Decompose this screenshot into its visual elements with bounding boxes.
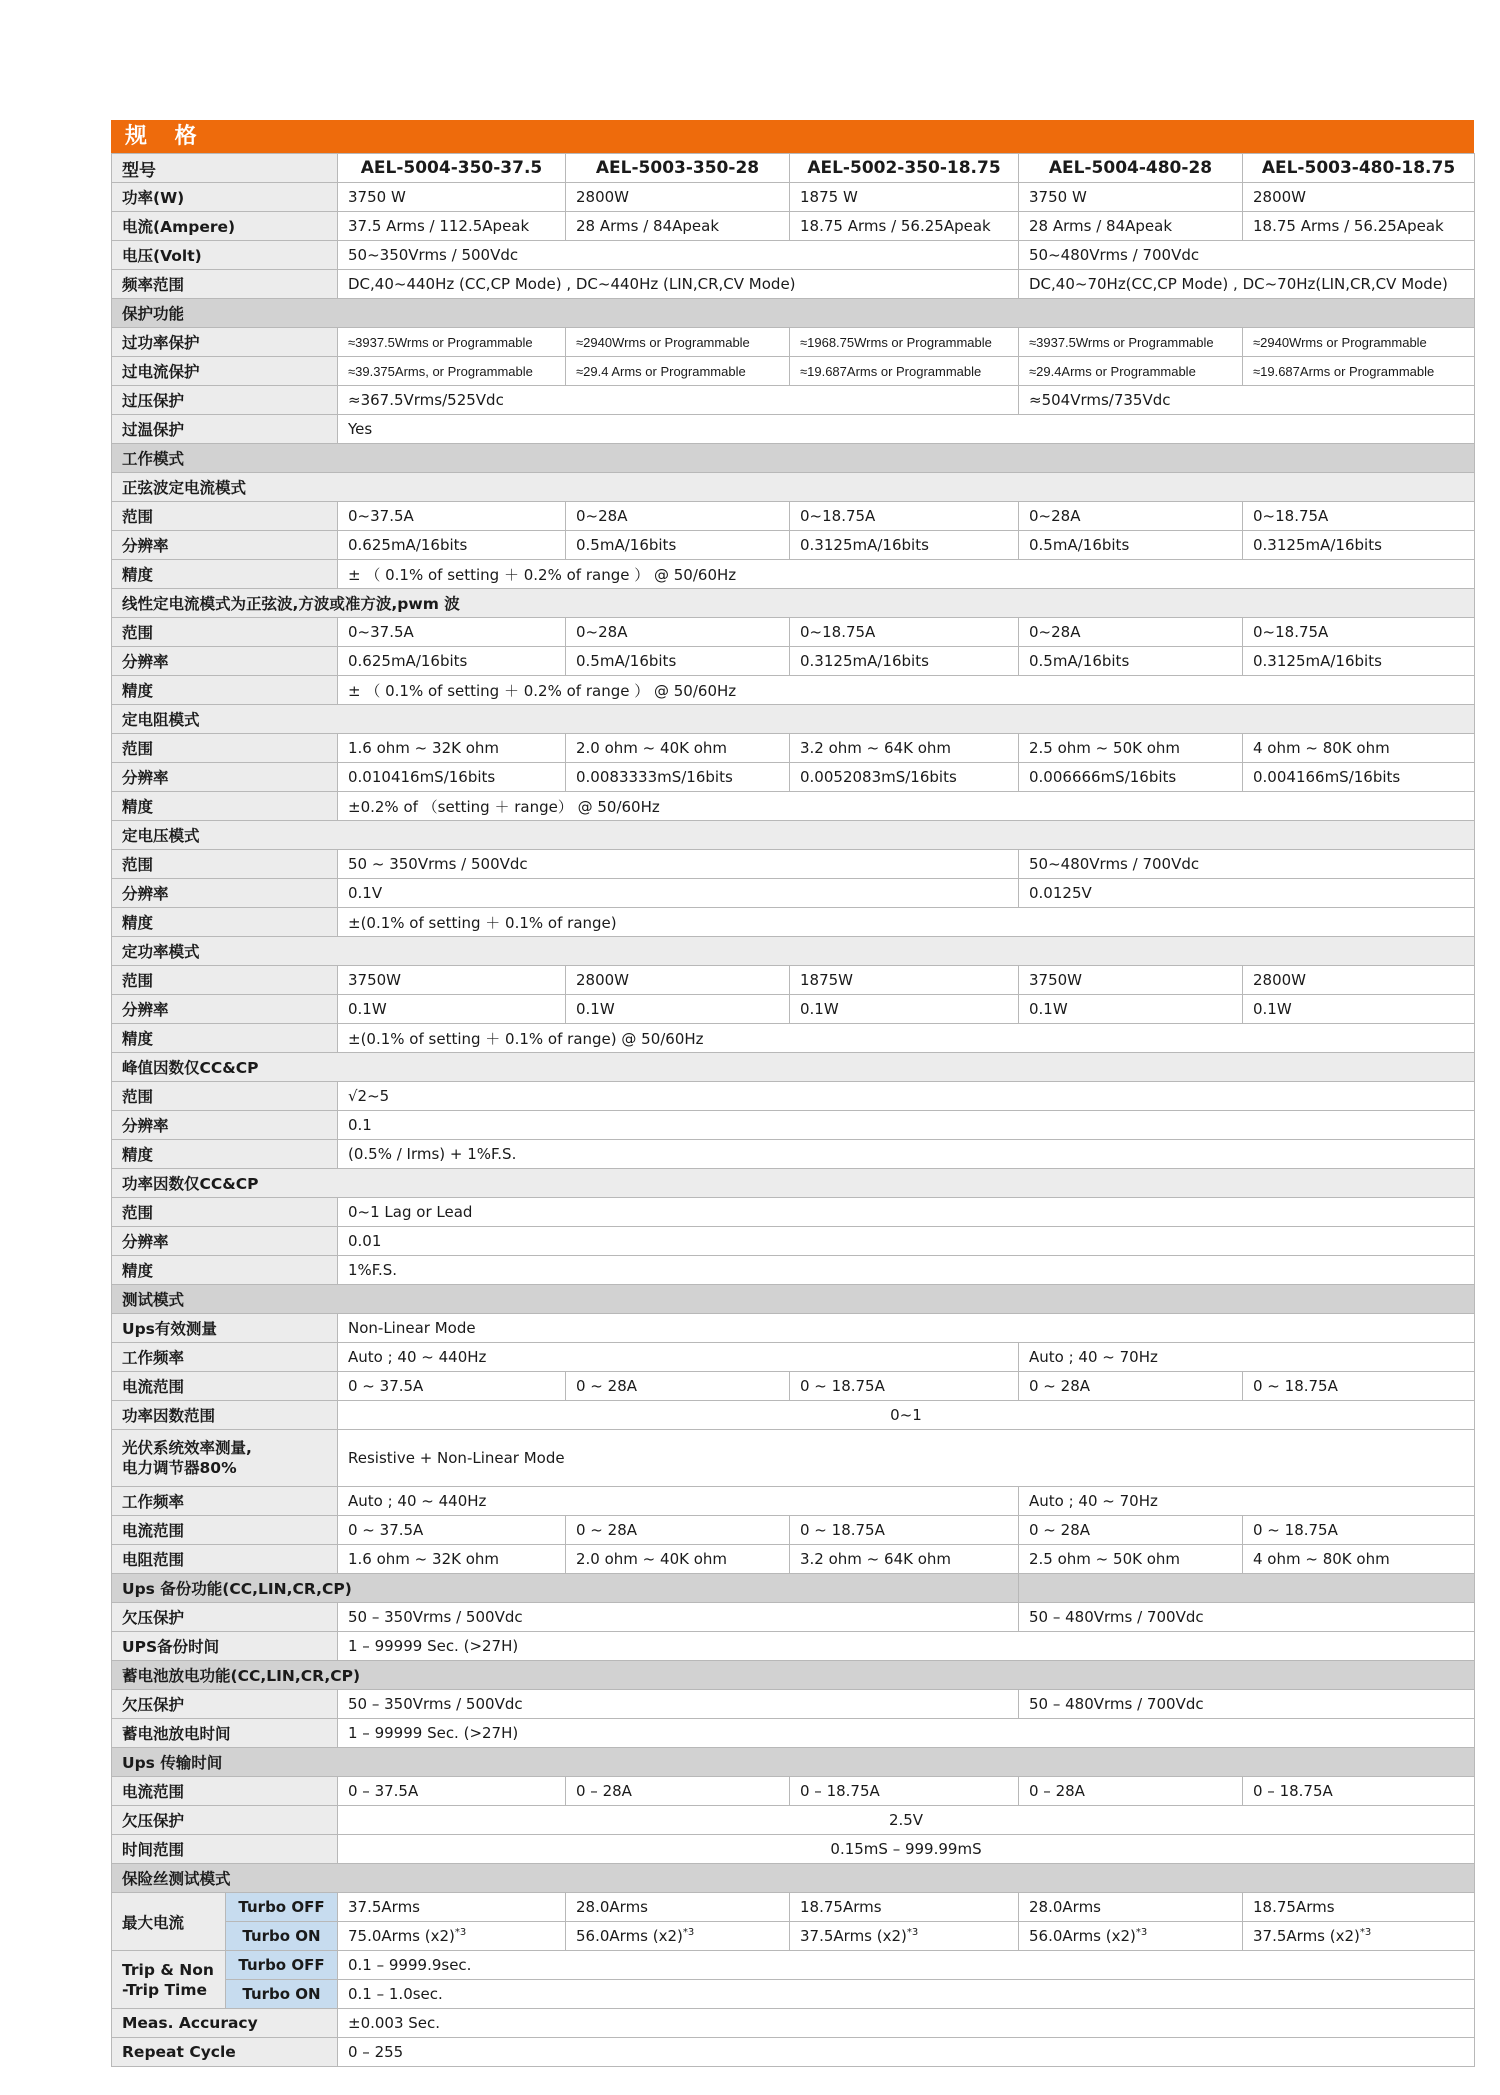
table-row bbox=[112, 618, 1475, 647]
cell: Auto ; 40 ~ 70Hz bbox=[1019, 1487, 1475, 1516]
cell: ≈3937.5Wrms or Programmable bbox=[338, 328, 566, 357]
table-row bbox=[112, 908, 1475, 937]
cell: 0.5mA/16bits bbox=[566, 531, 790, 560]
cell: 0 ~ 28A bbox=[566, 1372, 790, 1401]
subsection-title: 定功率模式 bbox=[112, 937, 1475, 966]
row-label: 欠压保护 bbox=[112, 1806, 338, 1835]
cell: 0 – 18.75A bbox=[1243, 1777, 1475, 1806]
turbo-off-label: Turbo OFF bbox=[226, 1951, 338, 1980]
cell: 3750 W bbox=[1019, 183, 1243, 212]
cell: 0.1W bbox=[1243, 995, 1475, 1024]
subsection-title: 功率因数仅CC&CP bbox=[112, 1169, 1475, 1198]
spec-sheet bbox=[111, 120, 1474, 2067]
cell: 0 – 28A bbox=[566, 1777, 790, 1806]
row-label-line: Trip & Non bbox=[122, 1960, 214, 1979]
cell bbox=[566, 1922, 790, 1951]
cell: Auto ; 40 ~ 70Hz bbox=[1019, 1343, 1475, 1372]
table-row bbox=[112, 937, 1475, 966]
cell: 0~37.5A bbox=[338, 618, 566, 647]
cell: 0.1 bbox=[338, 1111, 1475, 1140]
cell: 50 – 480Vrms / 700Vdc bbox=[1019, 1690, 1475, 1719]
fuse-table bbox=[111, 1892, 1475, 2067]
cell: ≈3937.5Wrms or Programmable bbox=[1019, 328, 1243, 357]
table-row bbox=[112, 154, 1475, 183]
table-row bbox=[112, 995, 1475, 1024]
table-row bbox=[112, 647, 1475, 676]
cell: 2800W bbox=[1243, 966, 1475, 995]
table-row bbox=[112, 676, 1475, 705]
cell: 0~28A bbox=[1019, 618, 1243, 647]
table-row bbox=[112, 1198, 1475, 1227]
cell: 0~18.75A bbox=[1243, 618, 1475, 647]
row-label: 范围 bbox=[112, 734, 338, 763]
row-label bbox=[112, 1430, 338, 1487]
table-row bbox=[112, 1024, 1475, 1053]
row-label: 分辨率 bbox=[112, 1111, 338, 1140]
cell: ≈1968.75Wrms or Programmable bbox=[790, 328, 1019, 357]
table-row bbox=[112, 1256, 1475, 1285]
row-label: 分辨率 bbox=[112, 995, 338, 1024]
table-row bbox=[112, 531, 1475, 560]
cell: 0.3125mA/16bits bbox=[1243, 647, 1475, 676]
subsection-title: 正弦波定电流模式 bbox=[112, 473, 1475, 502]
turbo-off-label: Turbo OFF bbox=[226, 1893, 338, 1922]
cell: 0.004166mS/16bits bbox=[1243, 763, 1475, 792]
cell: 0.625mA/16bits bbox=[338, 531, 566, 560]
section-header bbox=[112, 1748, 1475, 1777]
table-row bbox=[112, 1980, 1475, 2009]
section-title: 蓄电池放电功能(CC,LIN,CR,CP) bbox=[112, 1661, 1475, 1690]
cell: 0~28A bbox=[1019, 502, 1243, 531]
table-row bbox=[112, 212, 1475, 241]
cell: 0~37.5A bbox=[338, 502, 566, 531]
cell: 1.6 ohm ~ 32K ohm bbox=[338, 1545, 566, 1574]
cell: ±(0.1% of setting ＋ 0.1% of range) bbox=[338, 908, 1475, 937]
row-label: 过压保护 bbox=[112, 386, 338, 415]
row-label: 范围 bbox=[112, 618, 338, 647]
row-label: 电压(Volt) bbox=[112, 241, 338, 270]
row-label: 过功率保护 bbox=[112, 328, 338, 357]
cell: 18.75Arms bbox=[790, 1893, 1019, 1922]
cell: 0.1W bbox=[790, 995, 1019, 1024]
table-row bbox=[112, 1835, 1475, 1864]
section-header bbox=[112, 1285, 1475, 1314]
table-row bbox=[112, 386, 1475, 415]
cell-value: 75.0Arms (x2) bbox=[348, 1927, 455, 1945]
table-row bbox=[112, 821, 1475, 850]
cell: 0 ~ 28A bbox=[1019, 1372, 1243, 1401]
cell: 28.0Arms bbox=[1019, 1893, 1243, 1922]
cell: 28 Arms / 84Apeak bbox=[566, 212, 790, 241]
table-row bbox=[112, 1893, 1475, 1922]
cell: DC,40~70Hz(CC,CP Mode) , DC~70Hz(LIN,CR,CV Mode) bbox=[1019, 270, 1475, 299]
cell: 0~18.75A bbox=[790, 502, 1019, 531]
cell: √2~5 bbox=[338, 1082, 1475, 1111]
cell: 0~1 Lag or Lead bbox=[338, 1198, 1475, 1227]
cell: 1%F.S. bbox=[338, 1256, 1475, 1285]
cell: 0.625mA/16bits bbox=[338, 647, 566, 676]
row-label: 精度 bbox=[112, 792, 338, 821]
cell: (0.5% / Irms) + 1%F.S. bbox=[338, 1140, 1475, 1169]
row-label: 精度 bbox=[112, 1256, 338, 1285]
table-row bbox=[112, 1343, 1475, 1372]
table-row bbox=[112, 1372, 1475, 1401]
cell: 0~28A bbox=[566, 502, 790, 531]
table-row bbox=[112, 1922, 1475, 1951]
row-label-line: -Trip Time bbox=[122, 1980, 208, 1999]
cell-value: 37.5Arms (x2) bbox=[1253, 1927, 1360, 1945]
cell-value: 56.0Arms (x2) bbox=[576, 1927, 683, 1945]
cell: 0.1W bbox=[338, 995, 566, 1024]
table-row bbox=[112, 1487, 1475, 1516]
cell: 2800W bbox=[566, 183, 790, 212]
table-row bbox=[112, 1401, 1475, 1430]
cell: 0 ~ 28A bbox=[1019, 1516, 1243, 1545]
cell: 0.0052083mS/16bits bbox=[790, 763, 1019, 792]
cell: Resistive + Non-Linear Mode bbox=[338, 1430, 1475, 1487]
section-blank bbox=[1019, 1574, 1475, 1603]
cell: 0.1V bbox=[338, 879, 1019, 908]
row-label: UPS备份时间 bbox=[112, 1632, 338, 1661]
cell: 18.75 Arms / 56.25Apeak bbox=[790, 212, 1019, 241]
table-row bbox=[112, 879, 1475, 908]
table-row bbox=[112, 328, 1475, 357]
cell: 3750W bbox=[1019, 966, 1243, 995]
row-label: 范围 bbox=[112, 850, 338, 879]
cell: 0.5mA/16bits bbox=[566, 647, 790, 676]
subsection-title: 峰值因数仅CC&CP bbox=[112, 1053, 1475, 1082]
cell: ± （ 0.1% of setting ＋ 0.2% of range ） @ 50/60Hz bbox=[338, 676, 1475, 705]
cell: 0.010416mS/16bits bbox=[338, 763, 566, 792]
row-label: 范围 bbox=[112, 1198, 338, 1227]
table-row bbox=[112, 1545, 1475, 1574]
row-label: 欠压保护 bbox=[112, 1690, 338, 1719]
cell: ± （ 0.1% of setting ＋ 0.2% of range ） @ 50/60Hz bbox=[338, 560, 1475, 589]
cell: 50 – 480Vrms / 700Vdc bbox=[1019, 1603, 1475, 1632]
cell bbox=[1243, 1922, 1475, 1951]
cell: 50 – 350Vrms / 500Vdc bbox=[338, 1603, 1019, 1632]
cell: ≈2940Wrms or Programmable bbox=[1243, 328, 1475, 357]
cell: 1875 W bbox=[790, 183, 1019, 212]
row-label: 范围 bbox=[112, 966, 338, 995]
cell: 1 – 99999 Sec. (>27H) bbox=[338, 1632, 1475, 1661]
cell: 0.0083333mS/16bits bbox=[566, 763, 790, 792]
cell: 50 ~ 350Vrms / 500Vdc bbox=[338, 850, 1019, 879]
row-label: 电流范围 bbox=[112, 1372, 338, 1401]
cell: 0 ~ 18.75A bbox=[1243, 1372, 1475, 1401]
table-row bbox=[112, 1690, 1475, 1719]
cell: 0 ~ 37.5A bbox=[338, 1372, 566, 1401]
row-label: 功率因数范围 bbox=[112, 1401, 338, 1430]
table-row bbox=[112, 589, 1475, 618]
row-label-line: 电力调节器80% bbox=[122, 1459, 237, 1477]
turbo-on-label: Turbo ON bbox=[226, 1922, 338, 1951]
row-label: 精度 bbox=[112, 676, 338, 705]
row-label: 分辨率 bbox=[112, 531, 338, 560]
row-label: 欠压保护 bbox=[112, 1603, 338, 1632]
row-label bbox=[112, 1951, 226, 2009]
cell: 0 – 37.5A bbox=[338, 1777, 566, 1806]
cell: 50 – 350Vrms / 500Vdc bbox=[338, 1690, 1019, 1719]
cell: 0 ~ 18.75A bbox=[790, 1516, 1019, 1545]
cell: 0.5mA/16bits bbox=[1019, 531, 1243, 560]
cell: 0~18.75A bbox=[790, 618, 1019, 647]
table-row bbox=[112, 1140, 1475, 1169]
section-header bbox=[112, 444, 1475, 473]
row-label: Ups有效测量 bbox=[112, 1314, 338, 1343]
model-name: AEL-5003-480-18.75 bbox=[1243, 154, 1475, 183]
cell: ≈29.4 Arms or Programmable bbox=[566, 357, 790, 386]
footnote-mark: *3 bbox=[682, 1927, 695, 1938]
cell: 37.5Arms bbox=[338, 1893, 566, 1922]
cell: DC,40~440Hz (CC,CP Mode) , DC~440Hz (LIN,CR,CV Mode) bbox=[338, 270, 1019, 299]
cell bbox=[338, 1922, 566, 1951]
cell: ≈29.4Arms or Programmable bbox=[1019, 357, 1243, 386]
table-row bbox=[112, 1632, 1475, 1661]
cell: 28 Arms / 84Apeak bbox=[1019, 212, 1243, 241]
cell: 1875W bbox=[790, 966, 1019, 995]
cell: 0.3125mA/16bits bbox=[790, 531, 1019, 560]
table-row bbox=[112, 1603, 1475, 1632]
table-row bbox=[112, 2009, 1475, 2038]
section-title: 保险丝测试模式 bbox=[112, 1864, 1475, 1893]
section-title: 工作模式 bbox=[112, 444, 1475, 473]
cell: 1.6 ohm ~ 32K ohm bbox=[338, 734, 566, 763]
table-row bbox=[112, 1169, 1475, 1198]
row-label: 工作频率 bbox=[112, 1343, 338, 1372]
row-label: 范围 bbox=[112, 1082, 338, 1111]
cell: ≈504Vrms/735Vdc bbox=[1019, 386, 1475, 415]
cell: ≈367.5Vrms/525Vdc bbox=[338, 386, 1019, 415]
cell: 37.5 Arms / 112.5Apeak bbox=[338, 212, 566, 241]
table-row bbox=[112, 1719, 1475, 1748]
section-title: 保护功能 bbox=[112, 299, 1475, 328]
row-label: 精度 bbox=[112, 908, 338, 937]
cell: 2.5 ohm ~ 50K ohm bbox=[1019, 734, 1243, 763]
cell-value: 56.0Arms (x2) bbox=[1029, 1927, 1136, 1945]
table-row bbox=[112, 502, 1475, 531]
subsection-title: 线性定电流模式为正弦波,方波或准方波,pwm 波 bbox=[112, 589, 1475, 618]
row-label: 精度 bbox=[112, 560, 338, 589]
cell: 2800W bbox=[566, 966, 790, 995]
footnote-mark: *3 bbox=[454, 1927, 467, 1938]
table-row bbox=[112, 415, 1475, 444]
footnote-mark: *3 bbox=[1359, 1927, 1372, 1938]
cell: 18.75Arms bbox=[1243, 1893, 1475, 1922]
row-label: 精度 bbox=[112, 1024, 338, 1053]
row-label: 功率(W) bbox=[112, 183, 338, 212]
table-row bbox=[112, 1777, 1475, 1806]
row-label: 电流(Ampere) bbox=[112, 212, 338, 241]
table-row bbox=[112, 241, 1475, 270]
cell: 0 ~ 18.75A bbox=[790, 1372, 1019, 1401]
cell: 50~480Vrms / 700Vdc bbox=[1019, 241, 1475, 270]
table-row bbox=[112, 270, 1475, 299]
cell: 0 – 255 bbox=[338, 2038, 1475, 2067]
table-row bbox=[112, 763, 1475, 792]
row-label: Repeat Cycle bbox=[112, 2038, 338, 2067]
cell: Non-Linear Mode bbox=[338, 1314, 1475, 1343]
cell: ≈19.687Arms or Programmable bbox=[790, 357, 1019, 386]
row-label: 分辨率 bbox=[112, 647, 338, 676]
cell: ≈19.687Arms or Programmable bbox=[1243, 357, 1475, 386]
model-name: AEL-5004-480-28 bbox=[1019, 154, 1243, 183]
spec-table bbox=[111, 153, 1475, 1893]
cell: Yes bbox=[338, 415, 1475, 444]
cell: Auto ; 40 ~ 440Hz bbox=[338, 1343, 1019, 1372]
footnote-mark: *3 bbox=[1135, 1927, 1148, 1938]
section-title: Ups 备份功能(CC,LIN,CR,CP) bbox=[112, 1574, 1019, 1603]
row-label: Meas. Accuracy bbox=[112, 2009, 338, 2038]
row-label: 分辨率 bbox=[112, 879, 338, 908]
cell: 28.0Arms bbox=[566, 1893, 790, 1922]
table-row bbox=[112, 1430, 1475, 1487]
section-header bbox=[112, 1864, 1475, 1893]
cell: 2.0 ohm ~ 40K ohm bbox=[566, 734, 790, 763]
cell: 2.5V bbox=[338, 1806, 1475, 1835]
table-row bbox=[112, 1227, 1475, 1256]
cell: 4 ohm ~ 80K ohm bbox=[1243, 1545, 1475, 1574]
table-row bbox=[112, 1806, 1475, 1835]
table-row bbox=[112, 850, 1475, 879]
cell: 0 – 28A bbox=[1019, 1777, 1243, 1806]
table-row bbox=[112, 1111, 1475, 1140]
cell bbox=[790, 1922, 1019, 1951]
cell: 0.01 bbox=[338, 1227, 1475, 1256]
section-title: 测试模式 bbox=[112, 1285, 1475, 1314]
subsection-title: 定电压模式 bbox=[112, 821, 1475, 850]
row-label: 频率范围 bbox=[112, 270, 338, 299]
cell: 0.3125mA/16bits bbox=[1243, 531, 1475, 560]
row-label: 过电流保护 bbox=[112, 357, 338, 386]
cell: 0 ~ 18.75A bbox=[1243, 1516, 1475, 1545]
table-row bbox=[112, 1053, 1475, 1082]
cell: 0.15mS – 999.99mS bbox=[338, 1835, 1475, 1864]
cell: 4 ohm ~ 80K ohm bbox=[1243, 734, 1475, 763]
cell: 0.1W bbox=[566, 995, 790, 1024]
table-row bbox=[112, 357, 1475, 386]
table-row bbox=[112, 1082, 1475, 1111]
cell: ±0.003 Sec. bbox=[338, 2009, 1475, 2038]
cell: 0.1W bbox=[1019, 995, 1243, 1024]
section-title: Ups 传输时间 bbox=[112, 1748, 1475, 1777]
row-label: 电阻范围 bbox=[112, 1545, 338, 1574]
cell: 1 – 99999 Sec. (>27H) bbox=[338, 1719, 1475, 1748]
cell: 50~350Vrms / 500Vdc bbox=[338, 241, 1019, 270]
table-row bbox=[112, 1516, 1475, 1545]
section-header bbox=[112, 1661, 1475, 1690]
cell: Auto ; 40 ~ 440Hz bbox=[338, 1487, 1019, 1516]
turbo-on-label: Turbo ON bbox=[226, 1980, 338, 2009]
cell: 0~28A bbox=[566, 618, 790, 647]
cell: ±(0.1% of setting ＋ 0.1% of range) @ 50/60Hz bbox=[338, 1024, 1475, 1053]
cell: 0.3125mA/16bits bbox=[790, 647, 1019, 676]
cell: 0.1 – 9999.9sec. bbox=[338, 1951, 1475, 1980]
section-header bbox=[112, 299, 1475, 328]
cell: 3750 W bbox=[338, 183, 566, 212]
table-row bbox=[112, 2038, 1475, 2067]
cell: 0~18.75A bbox=[1243, 502, 1475, 531]
cell: 0.0125V bbox=[1019, 879, 1475, 908]
cell: 0~1 bbox=[338, 1401, 1475, 1430]
table-row bbox=[112, 966, 1475, 995]
cell: 3750W bbox=[338, 966, 566, 995]
footnote-mark: *3 bbox=[906, 1927, 919, 1938]
cell: 2800W bbox=[1243, 183, 1475, 212]
subsection-title: 定电阻模式 bbox=[112, 705, 1475, 734]
cell: ≈2940Wrms or Programmable bbox=[566, 328, 790, 357]
row-label: 蓄电池放电时间 bbox=[112, 1719, 338, 1748]
cell: 2.0 ohm ~ 40K ohm bbox=[566, 1545, 790, 1574]
model-name: AEL-5002-350-18.75 bbox=[790, 154, 1019, 183]
table-row bbox=[112, 473, 1475, 502]
row-label: 分辨率 bbox=[112, 763, 338, 792]
cell bbox=[1019, 1922, 1243, 1951]
row-label: 最大电流 bbox=[112, 1893, 226, 1951]
cell: 0.006666mS/16bits bbox=[1019, 763, 1243, 792]
table-row bbox=[112, 734, 1475, 763]
row-label: 范围 bbox=[112, 502, 338, 531]
table-row bbox=[112, 705, 1475, 734]
row-label: 电流范围 bbox=[112, 1516, 338, 1545]
cell: 0.1 – 1.0sec. bbox=[338, 1980, 1475, 2009]
row-label: 电流范围 bbox=[112, 1777, 338, 1806]
cell: 0 ~ 37.5A bbox=[338, 1516, 566, 1545]
cell: 50~480Vrms / 700Vdc bbox=[1019, 850, 1475, 879]
row-label: 分辨率 bbox=[112, 1227, 338, 1256]
row-label: 时间范围 bbox=[112, 1835, 338, 1864]
cell: 0.5mA/16bits bbox=[1019, 647, 1243, 676]
cell: 0 – 18.75A bbox=[790, 1777, 1019, 1806]
model-name: AEL-5003-350-28 bbox=[566, 154, 790, 183]
spec-banner: 规 格 bbox=[111, 120, 1474, 153]
table-row bbox=[112, 560, 1475, 589]
row-label: 工作频率 bbox=[112, 1487, 338, 1516]
row-label: 过温保护 bbox=[112, 415, 338, 444]
cell: 18.75 Arms / 56.25Apeak bbox=[1243, 212, 1475, 241]
model-name: AEL-5004-350-37.5 bbox=[338, 154, 566, 183]
section-header bbox=[112, 1574, 1475, 1603]
cell: 0 ~ 28A bbox=[566, 1516, 790, 1545]
table-row bbox=[112, 792, 1475, 821]
cell: ≈39.375Arms, or Programmable bbox=[338, 357, 566, 386]
row-label: 精度 bbox=[112, 1140, 338, 1169]
model-label: 型号 bbox=[112, 154, 338, 183]
row-label-line: 光伏系统效率测量, bbox=[122, 1439, 252, 1457]
table-row bbox=[112, 1314, 1475, 1343]
table-row bbox=[112, 1951, 1475, 1980]
cell: ±0.2% of （setting ＋ range） @ 50/60Hz bbox=[338, 792, 1475, 821]
cell: 3.2 ohm ~ 64K ohm bbox=[790, 1545, 1019, 1574]
cell-value: 37.5Arms (x2) bbox=[800, 1927, 907, 1945]
cell: 3.2 ohm ~ 64K ohm bbox=[790, 734, 1019, 763]
cell: 2.5 ohm ~ 50K ohm bbox=[1019, 1545, 1243, 1574]
table-row bbox=[112, 183, 1475, 212]
